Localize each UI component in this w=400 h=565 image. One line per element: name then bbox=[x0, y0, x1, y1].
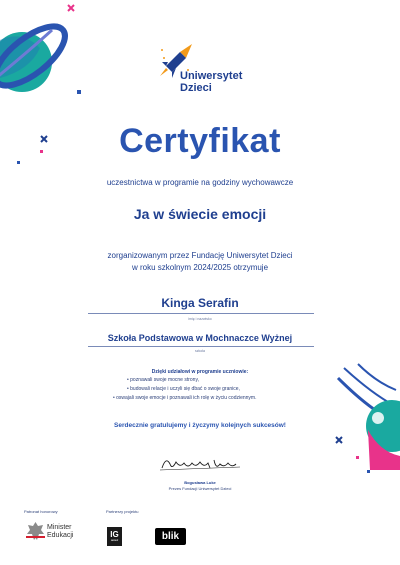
ministry-name bbox=[47, 524, 73, 540]
ig-group-logo bbox=[107, 527, 122, 546]
skill-item: • budowali relacje i uczyli się dbać o swoje granice, bbox=[127, 386, 240, 392]
logo-line-2: Dzieci bbox=[180, 82, 212, 94]
dot-navy-icon bbox=[77, 90, 81, 94]
school-caption: szkoła bbox=[195, 349, 205, 353]
sparkle-pink-icon bbox=[67, 4, 75, 12]
organized-text-line-1: zorganizowanym przez Fundację Uniwersytet Dzieci bbox=[107, 251, 293, 260]
dot-navy-icon bbox=[367, 470, 370, 473]
skill-item: • poznawali swoje mocne strony, bbox=[127, 377, 199, 383]
logo-line-1: Uniwersytet bbox=[180, 70, 243, 82]
recipient-name: Kinga Serafin bbox=[161, 296, 239, 310]
comet-decoration bbox=[330, 360, 400, 470]
organized-text-line-2: w roku szkolnym 2024/2025 otrzymuje bbox=[131, 263, 269, 272]
signer-role: Prezes Fundacji Uniwersytet Dzieci bbox=[168, 486, 232, 491]
partners-label: Partnerzy projektu bbox=[106, 509, 139, 514]
signer-name: Bogusława Luke bbox=[184, 480, 216, 485]
ministry-line-1: Minister bbox=[47, 524, 72, 531]
handwritten-signature bbox=[150, 454, 250, 474]
skill-item: • oswajali swoje emocje i poznawali ich rolę w życiu codziennym. bbox=[113, 395, 257, 401]
eagle-emblem-icon bbox=[26, 520, 45, 544]
blik-logo: blik bbox=[155, 528, 186, 545]
patronage-label: Patronat honorowy bbox=[24, 509, 58, 514]
dot-navy-icon bbox=[17, 161, 20, 164]
ministry-line-2: Edukacji bbox=[47, 532, 74, 539]
recipient-underline bbox=[88, 313, 314, 314]
ig-logo-text: IG bbox=[110, 530, 119, 539]
cross-navy-icon bbox=[335, 436, 343, 444]
recipient-caption: imię i nazwisko bbox=[188, 317, 212, 321]
congratulations-text: Serdecznie gratulujemy i życzymy kolejnych sukcesów! bbox=[114, 422, 286, 429]
program-title: Ja w świecie emocji bbox=[133, 206, 267, 222]
participation-text: uczestnictwa w programie na godziny wychowawcze bbox=[106, 178, 294, 187]
certificate-title: Certyfikat bbox=[119, 122, 281, 160]
school-name: Szkoła Podstawowa w Mochnaczce Wyżnej bbox=[107, 333, 293, 343]
dot-pink-icon bbox=[356, 456, 359, 459]
skills-heading: Dzięki udziałowi w programie uczniowie: bbox=[151, 369, 249, 375]
ig-logo-subtext: GROUP bbox=[110, 540, 119, 542]
school-underline bbox=[88, 346, 314, 347]
logo-text bbox=[180, 70, 242, 94]
planet-decoration bbox=[0, 0, 90, 120]
